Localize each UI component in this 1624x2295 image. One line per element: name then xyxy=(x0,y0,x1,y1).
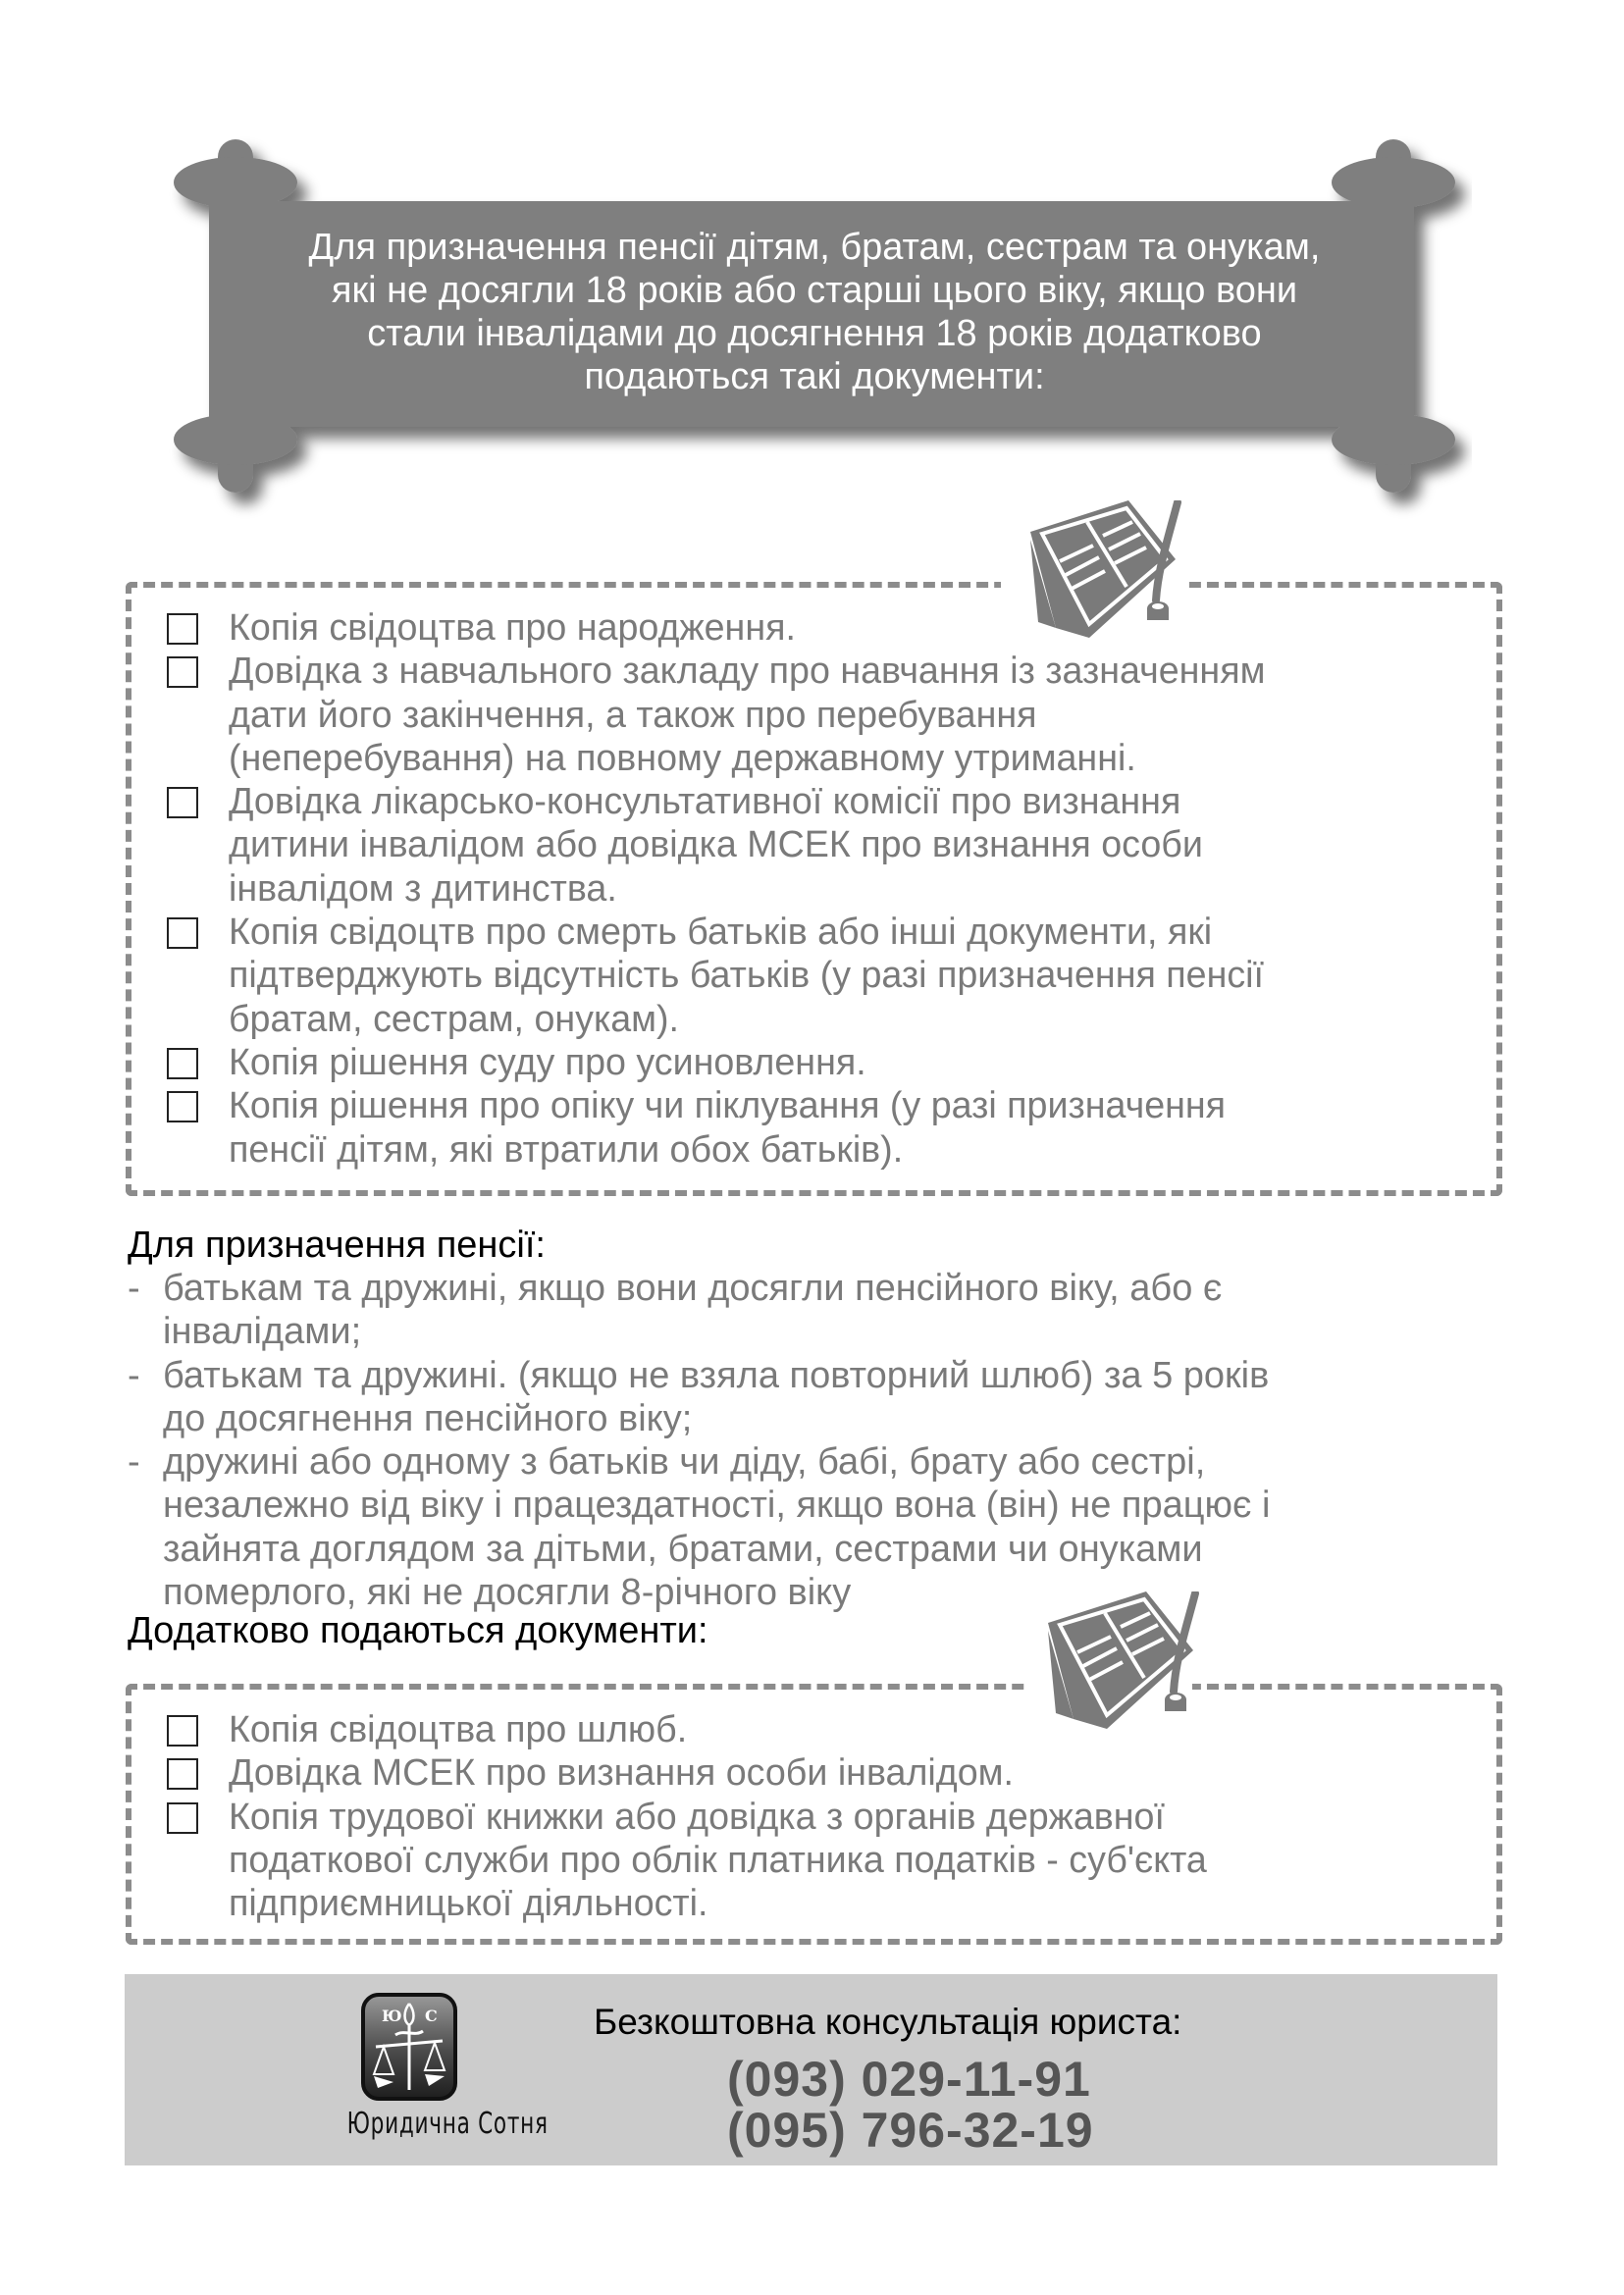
checklist-item xyxy=(167,780,1482,911)
bullet-item xyxy=(128,1267,1501,1354)
bullet-marker: - xyxy=(128,1268,140,1309)
item-text: Копія свідоцтв про смерть батьків або інші документи, які xyxy=(229,912,1213,954)
bullet-marker: - xyxy=(128,1354,140,1396)
item-text: інвалідом з дитинства. xyxy=(229,867,617,910)
checkbox[interactable] xyxy=(167,1758,198,1790)
bullet-text: дружині або одному з батьків чи діду, бабі, брату або сестрі, xyxy=(163,1441,1206,1484)
section-heading-pension: Для призначення пенсії: xyxy=(128,1225,546,1266)
bullet-text: батькам та дружині, якщо вони досягли пенсійного віку, або є xyxy=(163,1268,1223,1309)
bullet-text: до досягнення пенсійного віку; xyxy=(163,1397,693,1439)
checklist-item xyxy=(167,650,1482,780)
checklist-item xyxy=(167,1084,1482,1172)
banner-line: які не досягли 18 років або старші цього віку, якщо вони xyxy=(331,270,1298,311)
item-text: Довідка лікарсько-консультативної комісії про визнання xyxy=(229,781,1181,823)
footer-contact-band xyxy=(125,1974,1497,2165)
checklist-item xyxy=(167,1708,1482,1751)
bullet-marker: - xyxy=(128,1441,140,1484)
banner-line: подаються такі документи: xyxy=(584,356,1045,397)
item-text: дати його закінчення, а також про перебування xyxy=(229,694,1037,736)
bullet-item xyxy=(128,1354,1501,1441)
consultation-label: Безкоштовна консультація юриста: xyxy=(594,2002,1182,2042)
item-text: Копія трудової книжки або довідка з органів державної xyxy=(229,1796,1165,1838)
scroll-banner xyxy=(157,128,1472,520)
checklist-1 xyxy=(167,606,1482,1172)
scales-of-justice-icon xyxy=(360,1992,458,2102)
item-text: пенсії дітям, які втратили обох батьків). xyxy=(229,1128,904,1171)
banner-line: Для призначення пенсії дітям, братам, сестрам та онукам, xyxy=(308,227,1321,268)
bullet-text: незалежно від віку і працездатності, якщо вона (він) не працює і xyxy=(163,1485,1271,1527)
item-text: підтверджують відсутність батьків (у разі призначення пенсії xyxy=(229,955,1264,997)
checklist-item xyxy=(167,1796,1482,1926)
checklist-item xyxy=(167,606,1482,650)
logo-caption: Юридична Сотня xyxy=(346,2107,549,2141)
item-text: (неперебування) на повному державному утриманні. xyxy=(229,737,1136,779)
checkbox[interactable] xyxy=(167,656,198,688)
bullet-text: померлого, які не досягли 8-річного віку xyxy=(163,1572,852,1614)
checkbox[interactable] xyxy=(167,1715,198,1747)
item-text: Довідка МСЕК про визнання особи інвалідом. xyxy=(229,1752,1014,1795)
phone-number[interactable]: (095) 796-32-19 xyxy=(727,2103,1094,2158)
banner-title xyxy=(236,226,1393,398)
item-text: податкової служби про облік платника податків - суб'єкта xyxy=(229,1839,1207,1881)
item-text: братам, сестрам, онукам). xyxy=(229,998,680,1040)
checklist-item xyxy=(167,911,1482,1041)
item-text: Копія рішення про опіку чи піклування (у разі призначення xyxy=(229,1085,1227,1127)
item-text: Довідка з навчального закладу про навчання із зазначенням xyxy=(229,651,1266,693)
item-text: Копія рішення суду про усиновлення. xyxy=(229,1041,866,1083)
phone-number[interactable]: (093) 029-11-91 xyxy=(727,2052,1091,2107)
banner-line: стали інвалідами до досягнення 18 років додатково xyxy=(367,313,1262,354)
bullet-item xyxy=(128,1440,1501,1614)
item-text: підприємницької діяльності. xyxy=(229,1883,708,1925)
logo-letter: Ю xyxy=(382,2007,402,2025)
item-text: Копія свідоцтва про шлюб. xyxy=(229,1709,688,1750)
item-text: Копія свідоцтва про народження. xyxy=(229,607,796,649)
bullet-text: батькам та дружині. (якщо не взяла повторний шлюб) за 5 років xyxy=(163,1354,1270,1396)
bullet-text: інвалідами; xyxy=(163,1311,362,1353)
pension-conditions-list xyxy=(128,1267,1501,1614)
item-text: дитини інвалідом або довідка МСЕК про визнання особи xyxy=(229,824,1203,866)
checkbox[interactable] xyxy=(167,1048,198,1079)
section-heading-additional: Додатково подаються документи: xyxy=(128,1610,708,1651)
checkbox[interactable] xyxy=(167,787,198,818)
checkbox[interactable] xyxy=(167,917,198,949)
logo-letter: С xyxy=(425,2007,438,2025)
checkbox[interactable] xyxy=(167,1091,198,1122)
bullet-text: зайнята доглядом за дітьми, братами, сестрами чи онуками xyxy=(163,1528,1203,1570)
checkbox[interactable] xyxy=(167,1802,198,1834)
checklist-item xyxy=(167,1041,1482,1084)
checklist-2 xyxy=(167,1708,1482,1925)
checklist-item xyxy=(167,1751,1482,1795)
checkbox[interactable] xyxy=(167,613,198,645)
